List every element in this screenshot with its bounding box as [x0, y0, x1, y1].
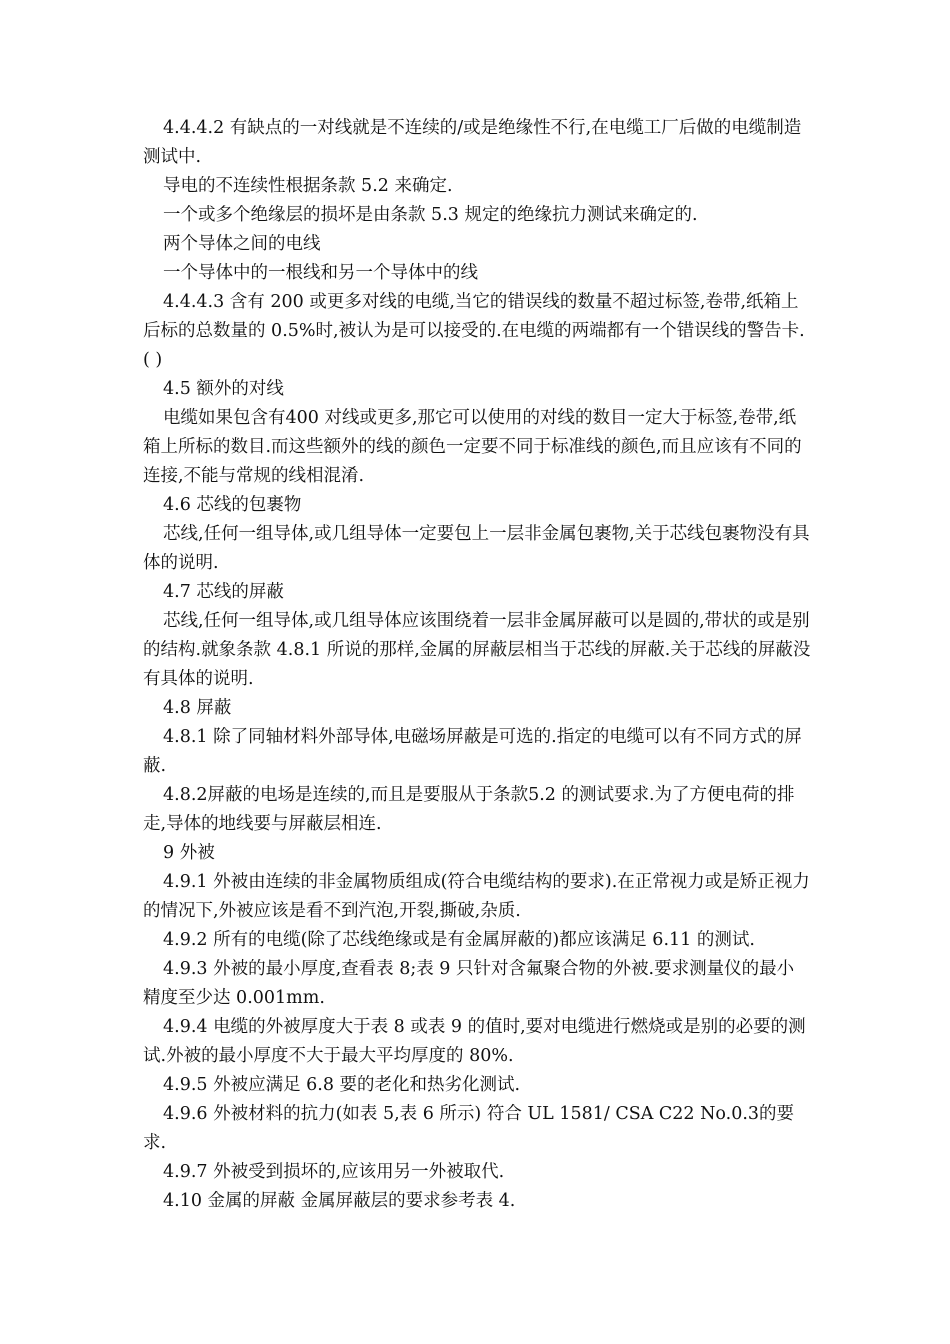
paragraph-conductivity: 导电的不连续性根据条款 5.2 来确定.: [163, 176, 453, 196]
document-body: [143, 114, 811, 1216]
paragraph-4-4-4-2: 4.4.4.2 有缺点的一对线就是不连续的/或是绝缘性不行,在电缆工厂后做的电缆制造测试中.: [143, 118, 802, 167]
paragraph-core-wrap: 芯线,任何一组导体,或几组导体一定要包上一层非金属包裹物,关于芯线包裹物没有具体的说明.: [143, 524, 810, 573]
paragraph-4-9-1: 4.9.1 外被由连续的非金属物质组成(符合电缆结构的要求).在正常视力或是矫正视力的情况下,外被应该是看不到汽泡,开裂,撕破,杂质.: [143, 872, 810, 921]
paragraph-4-9-6: 4.9.6 外被材料的抗力(如表 5,表 6 所示) 符合 UL 1581/ CSA C22 No.0.3的要求.: [143, 1104, 795, 1153]
heading-4-6: 4.6 芯线的包裹物: [163, 495, 302, 515]
paragraph-core-shield: 芯线,任何一组导体,或几组导体应该围绕着一层非金属屏蔽可以是圆的,带状的或是别的结构.就象条款 4.8.1 所说的那样,金属的屏蔽层相当于芯线的屏蔽.关于芯线的屏蔽没有具体的说明.: [143, 611, 811, 689]
heading-9-jacket: 9 外被: [163, 843, 215, 863]
paragraph-4-8-1: 4.8.1 除了同轴材料外部导体,电磁场屏蔽是可选的.指定的电缆可以有不同方式的屏蔽.: [143, 727, 802, 776]
heading-4-5: 4.5 额外的对线: [163, 379, 284, 399]
paragraph-extra-pairs: 电缆如果包含有400 对线或更多,那它可以使用的对线的数目一定大于标签,卷带,纸箱上所标的数目.而这些额外的线的颜色一定要不同于标准线的颜色,而且应该有不同的连接,不能与常规的线相混淆.: [143, 408, 802, 486]
paragraph-4-4-4-3: 4.4.4.3 含有 200 或更多对线的电缆,当它的错误线的数量不超过标签,卷带,纸箱上后标的总数量的 0.5%时,被认为是可以接受的.在电缆的两端都有一个错误线的警告卡.( ): [143, 292, 805, 370]
paragraph-4-10: 4.10 金属的屏蔽 金属屏蔽层的要求参考表 4.: [163, 1191, 516, 1211]
paragraph-4-9-4: 4.9.4 电缆的外被厚度大于表 8 或表 9 的值时,要对电缆进行燃烧或是别的必要的测试.外被的最小厚度不大于最大平均厚度的 80%.: [143, 1017, 806, 1066]
paragraph-insulation-damage: 一个或多个绝缘层的损坏是由条款 5.3 规定的绝缘抗力测试来确定的.: [163, 205, 698, 225]
heading-4-7: 4.7 芯线的屏蔽: [163, 582, 284, 602]
paragraph-between-conductors: 两个导体之间的电线: [163, 234, 321, 254]
paragraph-4-9-3: 4.9.3 外被的最小厚度,查看表 8;表 9 只针对含氟聚合物的外被.要求测量仪的最小精度至少达 0.001mm.: [143, 959, 795, 1008]
paragraph-4-9-5: 4.9.5 外被应满足 6.8 要的老化和热劣化测试.: [163, 1075, 521, 1095]
heading-4-8: 4.8 屏蔽: [163, 698, 232, 718]
paragraph-4-8-2: 4.8.2屏蔽的电场是连续的,而且是要服从于条款5.2 的测试要求.为了方便电荷的排走,导体的地线要与屏蔽层相连.: [143, 785, 795, 834]
paragraph-wire-in-conductor: 一个导体中的一根线和另一个导体中的线: [163, 263, 478, 283]
paragraph-4-9-7: 4.9.7 外被受到损坏的,应该用另一外被取代.: [163, 1162, 505, 1182]
paragraph-4-9-2: 4.9.2 所有的电缆(除了芯线绝缘或是有金属屏蔽的)都应该满足 6.11 的测试.: [163, 930, 755, 950]
